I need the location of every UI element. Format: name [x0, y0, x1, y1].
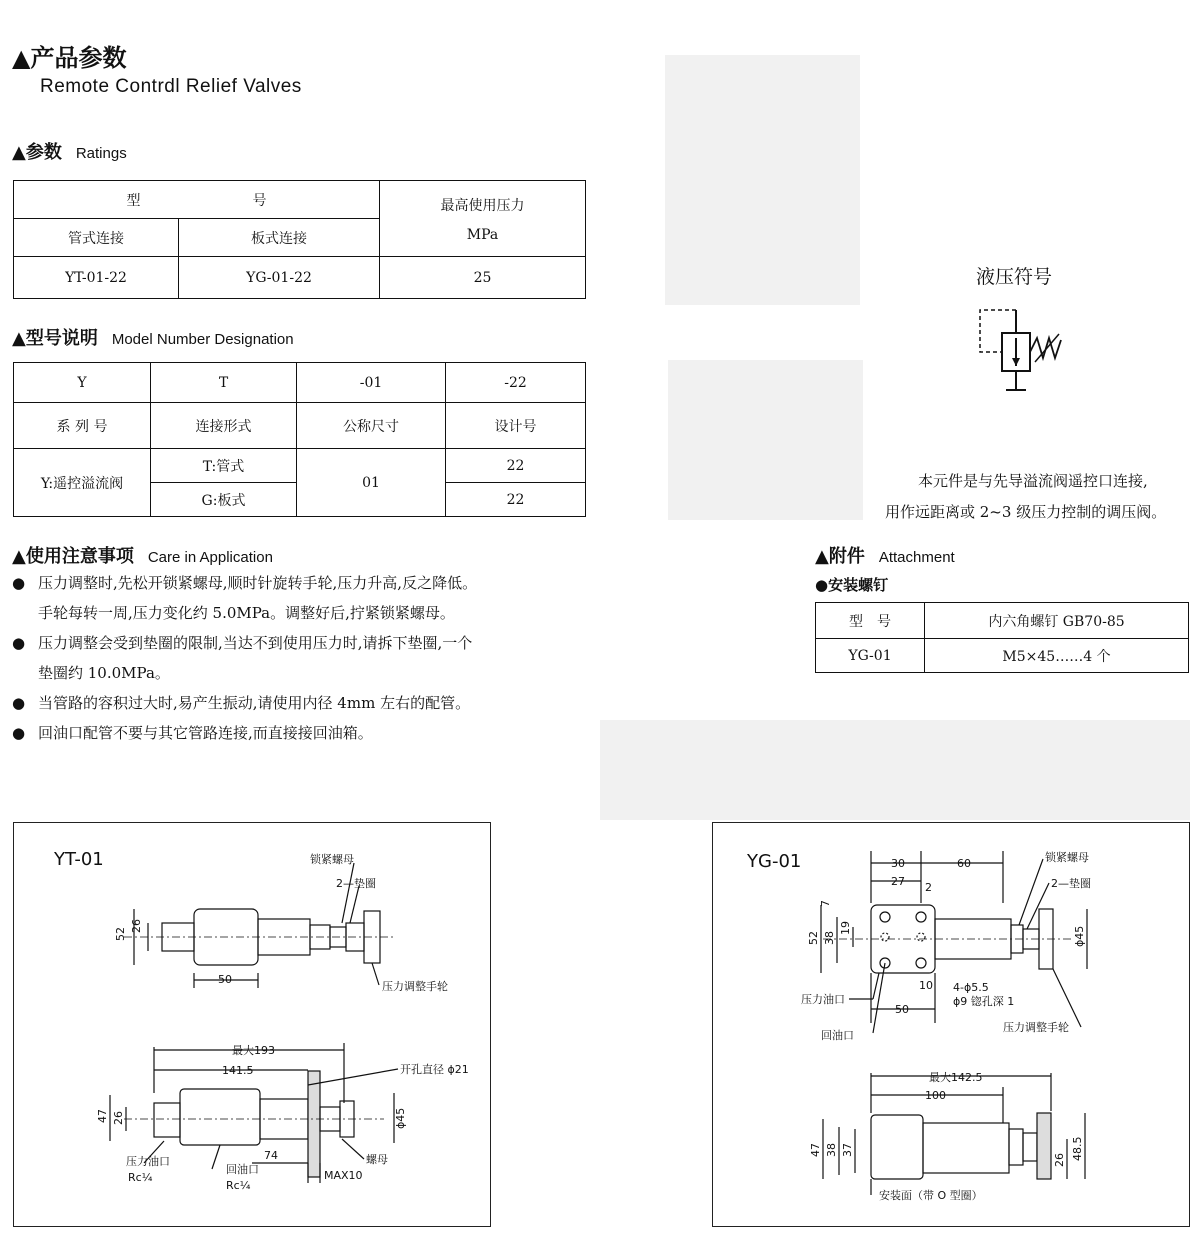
connection-g: G:板式 [151, 483, 297, 517]
background-watermark [665, 55, 860, 305]
yg01-washer: 2—垫圈 [1051, 877, 1091, 890]
ratings-plate-value: YG-01-22 [179, 257, 380, 299]
ratings-heading-en: Ratings [75, 145, 127, 162]
code-design: -22 [446, 363, 586, 403]
yt01-dim-26b: 26 [112, 1111, 125, 1125]
care-heading [12, 542, 273, 568]
list-item [12, 718, 478, 748]
symbol-desc-2: 用作远距离或 2~3 级压力控制的调压阀。 [885, 503, 1167, 521]
yg01-dim-38b: 38 [825, 1143, 838, 1157]
attachment-screw-header: 内六角螺钉 GB70-85 [925, 603, 1189, 639]
yg01-drawing [712, 822, 1190, 1227]
ratings-pressure-header [380, 181, 586, 257]
yt01-max193: 最大193 [232, 1044, 275, 1057]
label-connection: 连接形式 [151, 403, 297, 449]
ratings-model-header: 型 号 [14, 181, 380, 219]
yt01-max10: MAX10 [324, 1169, 363, 1182]
series-value: Y:遥控溢流阀 [14, 449, 151, 517]
design-g: 22 [446, 483, 586, 517]
connection-t: T:管式 [151, 449, 297, 483]
ratings-pressure-unit: MPa [466, 226, 499, 243]
ratings-pressure-label: 最高使用压力 [440, 197, 525, 214]
page-title: ▲产品参数 [12, 44, 127, 72]
attachment-table [815, 602, 1189, 673]
label-design: 设计号 [446, 403, 586, 449]
ratings-plate-header: 板式连接 [179, 219, 380, 257]
list-item [12, 688, 478, 718]
bullet-icon: ● [12, 574, 26, 592]
yg01-return-port: 回油口 [821, 1029, 854, 1042]
yt01-nut: 螺母 [366, 1153, 388, 1166]
yt01-drawing-svg [14, 823, 490, 1226]
yt01-141-5: 141.5 [222, 1064, 254, 1077]
yt01-dim-52: 52 [114, 927, 127, 941]
care-item-4: 回油口配管不要与其它管路连接,而直接接回油箱。 [38, 724, 373, 742]
care-heading-cn: ▲使用注意事项 [12, 546, 134, 567]
yg01-bolt: 4-ϕ5.5 [953, 981, 989, 994]
yg01-dim-27: 27 [891, 875, 905, 888]
size-value: 01 [297, 449, 446, 517]
attachment-sub: ●安装螺钉 [815, 576, 889, 594]
ratings-pipe-value: YT-01-22 [14, 257, 179, 299]
symbol-heading: 液压符号 [976, 266, 1053, 288]
background-watermark [600, 720, 1190, 820]
yg01-drawing-svg [713, 823, 1189, 1226]
yg01-dim-7: 7 [819, 900, 832, 907]
ratings-pipe-header: 管式连接 [14, 219, 179, 257]
yg01-dim-45: ϕ45 [1073, 925, 1086, 947]
bullet-icon: ● [12, 634, 26, 652]
ratings-heading-cn: ▲参数 [12, 142, 62, 163]
care-item-1: 压力调整时,先松开锁紧螺母,顺时针旋转手轮,压力升高,反之降低。手轮每转一周,压力变化约 5.0MPa。调整好后,拧紧锁紧螺母。 [38, 574, 478, 622]
attachment-model-value: YG-01 [816, 639, 925, 673]
yg01-dim-50: 50 [895, 1003, 909, 1016]
yg01-dim-52: 52 [807, 931, 820, 945]
yt01-rc2: Rc¼ [226, 1179, 251, 1192]
yt01-drawing [13, 822, 491, 1227]
yg01-dim-37: 37 [841, 1143, 854, 1157]
yt01-title: YT-01 [54, 849, 104, 870]
yt01-dim-47: 47 [96, 1109, 109, 1123]
bullet-icon: ● [12, 694, 26, 712]
yg01-dim-2: 2 [925, 881, 932, 894]
yt01-return-port: 回油口 [226, 1163, 259, 1176]
yg01-title: YG-01 [747, 851, 802, 872]
yg01-dim-47: 47 [809, 1143, 822, 1157]
hydraulic-symbol-icon [975, 300, 1075, 400]
yg01-dim-38: 38 [823, 931, 836, 945]
code-size: -01 [297, 363, 446, 403]
yt01-handwheel: 压力调整手轮 [382, 980, 448, 993]
list-item [12, 628, 478, 688]
care-item-2: 压力调整会受到垫圈的限制,当达不到使用压力时,请拆下垫圈,一个垫圈约 10.0MPa。 [38, 634, 473, 682]
code-connection: T [151, 363, 297, 403]
yg01-dim-10: 10 [919, 979, 933, 992]
ratings-pressure-value: 25 [380, 257, 586, 299]
yg01-counterbore: ϕ9 锪孔深 1 [953, 995, 1015, 1008]
yg01-dim-48-5: 48.5 [1071, 1136, 1084, 1161]
designation-heading [12, 324, 294, 350]
label-series: 系 列 号 [14, 403, 151, 449]
designation-heading-cn: ▲型号说明 [12, 328, 98, 349]
yg01-press-port: 压力油口 [801, 993, 845, 1006]
care-list [12, 568, 478, 748]
designation-heading-en: Model Number Designation [111, 331, 294, 348]
yt01-rc1: Rc¼ [128, 1171, 153, 1184]
yt01-dim-45: ϕ45 [394, 1107, 407, 1129]
code-series: Y [14, 363, 151, 403]
attachment-model-header: 型 号 [816, 603, 925, 639]
yg01-dim-60: 60 [957, 857, 971, 870]
symbol-desc-1: 本元件是与先导溢流阀遥控口连接, [918, 472, 1148, 490]
yt01-press-port: 压力油口 [126, 1155, 170, 1168]
yt01-hole: 开孔直径 ϕ21 [400, 1063, 469, 1076]
page-subtitle: Remote Contrdl Relief Valves [40, 76, 302, 97]
yt01-lock-nut: 锁紧螺母 [310, 853, 354, 866]
yg01-dim-26: 26 [1053, 1153, 1066, 1167]
designation-table [13, 362, 586, 517]
yg01-mount: 安装面（带 O 型圈） [879, 1189, 983, 1202]
attachment-heading-cn: ▲附件 [815, 546, 865, 567]
attachment-screw-value: M5×45……4 个 [925, 639, 1189, 673]
yt01-washer: 2—垫圈 [336, 877, 376, 890]
yg01-lock-nut: 锁紧螺母 [1045, 851, 1089, 864]
yg01-dim-30: 30 [891, 857, 905, 870]
design-t: 22 [446, 449, 586, 483]
yt01-dim-26: 26 [130, 919, 143, 933]
list-item [12, 568, 478, 628]
attachment-heading-en: Attachment [878, 549, 955, 566]
yt01-dim-74: 74 [264, 1149, 278, 1162]
background-watermark [668, 360, 863, 520]
yg01-dim-100: 100 [925, 1089, 946, 1102]
label-size: 公称尺寸 [297, 403, 446, 449]
ratings-heading [12, 138, 127, 164]
yg01-dim-19: 19 [839, 921, 852, 935]
yg01-handwheel: 压力调整手轮 [1003, 1021, 1069, 1034]
attachment-heading [815, 542, 955, 568]
yg01-max142-5: 最大142.5 [929, 1071, 983, 1084]
bullet-icon: ● [12, 724, 26, 742]
care-item-3: 当管路的容积过大时,易产生振动,请使用内径 4mm 左右的配管。 [38, 694, 471, 712]
ratings-table [13, 180, 586, 299]
care-heading-en: Care in Application [147, 549, 273, 566]
yt01-dim-50: 50 [218, 973, 232, 986]
